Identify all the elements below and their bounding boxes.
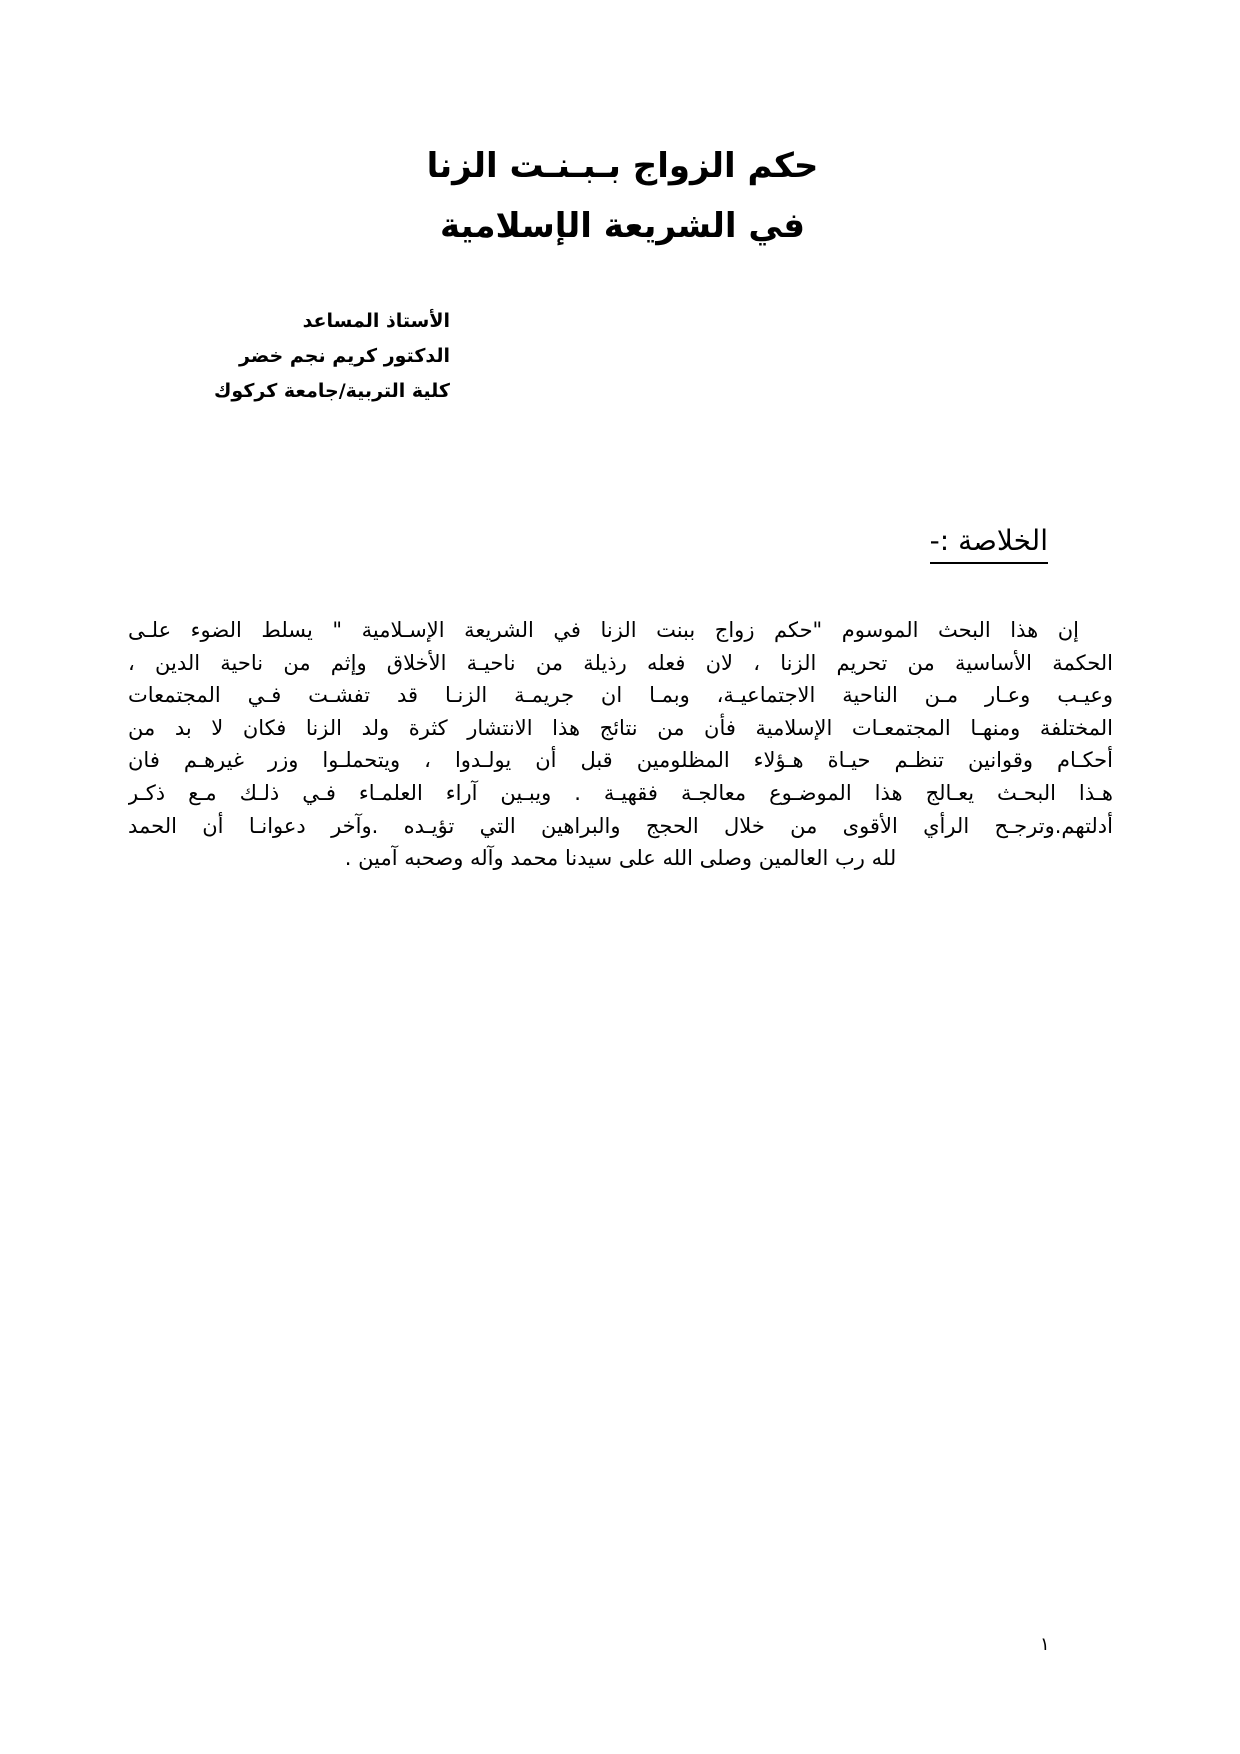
author-rank: الأستاذ المساعد <box>302 310 450 332</box>
page-number: ١ <box>1040 1634 1050 1655</box>
abstract-heading: الخلاصة :- <box>930 524 1048 564</box>
document-title-line1: حكم الزواج بـبـنـت الزنا <box>426 146 819 186</box>
author-affiliation: كلية التربية/جامعة كركوك <box>214 380 450 402</box>
abstract-line: الحكمة الأساسية من تحريم الزنا ، لان فعله رذيلة من ناحيـة الأخلاق وإثم من ناحية الدين ، <box>128 650 1113 675</box>
abstract-line: وعيـب وعـار مـن الناحية الاجتماعيـة، وبمـا ان جريمـة الزنـا قد تفشـت فـي المجتمعات <box>128 683 1113 708</box>
document-title-line2: في الشريعة الإسلامية <box>439 206 806 246</box>
abstract-line: لله رب العالمين وصلى الله على سيدنا محمد وآله وصحبه آمين . <box>344 846 897 871</box>
abstract-line: أدلتهم.وترجـح الرأي الأقوى من خلال الحجج والبراهين التي تؤيـده .وآخر دعوانـا أن الحمد <box>128 813 1113 838</box>
abstract-paragraph <box>128 614 1113 875</box>
abstract-line: إن هذا البحث الموسوم "حكم زواج ببنت الزنا في الشريعة الإسـلامية " يسلط الضوء علـى <box>128 618 1079 642</box>
author-block <box>214 304 450 409</box>
abstract-line: أحكـام وقوانين تنظـم حيـاة هـؤلاء المظلومين قبل أن يولـدوا ، ويتحملـوا وزر غيرهـم فان <box>128 748 1113 773</box>
abstract-line: المختلفة ومنهـا المجتمعـات الإسلامية فأن من نتائج هذا الانتشار كثرة ولد الزنا فكان لا بد من <box>128 715 1113 740</box>
author-name: الدكتور كريم نجم خضر <box>239 345 450 367</box>
abstract-line: هـذا البحـث يعـالج هذا الموضـوع معالجـة فقهيـة . ويبـين آراء العلمـاء فـي ذلـك مـع ذكـر <box>128 780 1113 805</box>
